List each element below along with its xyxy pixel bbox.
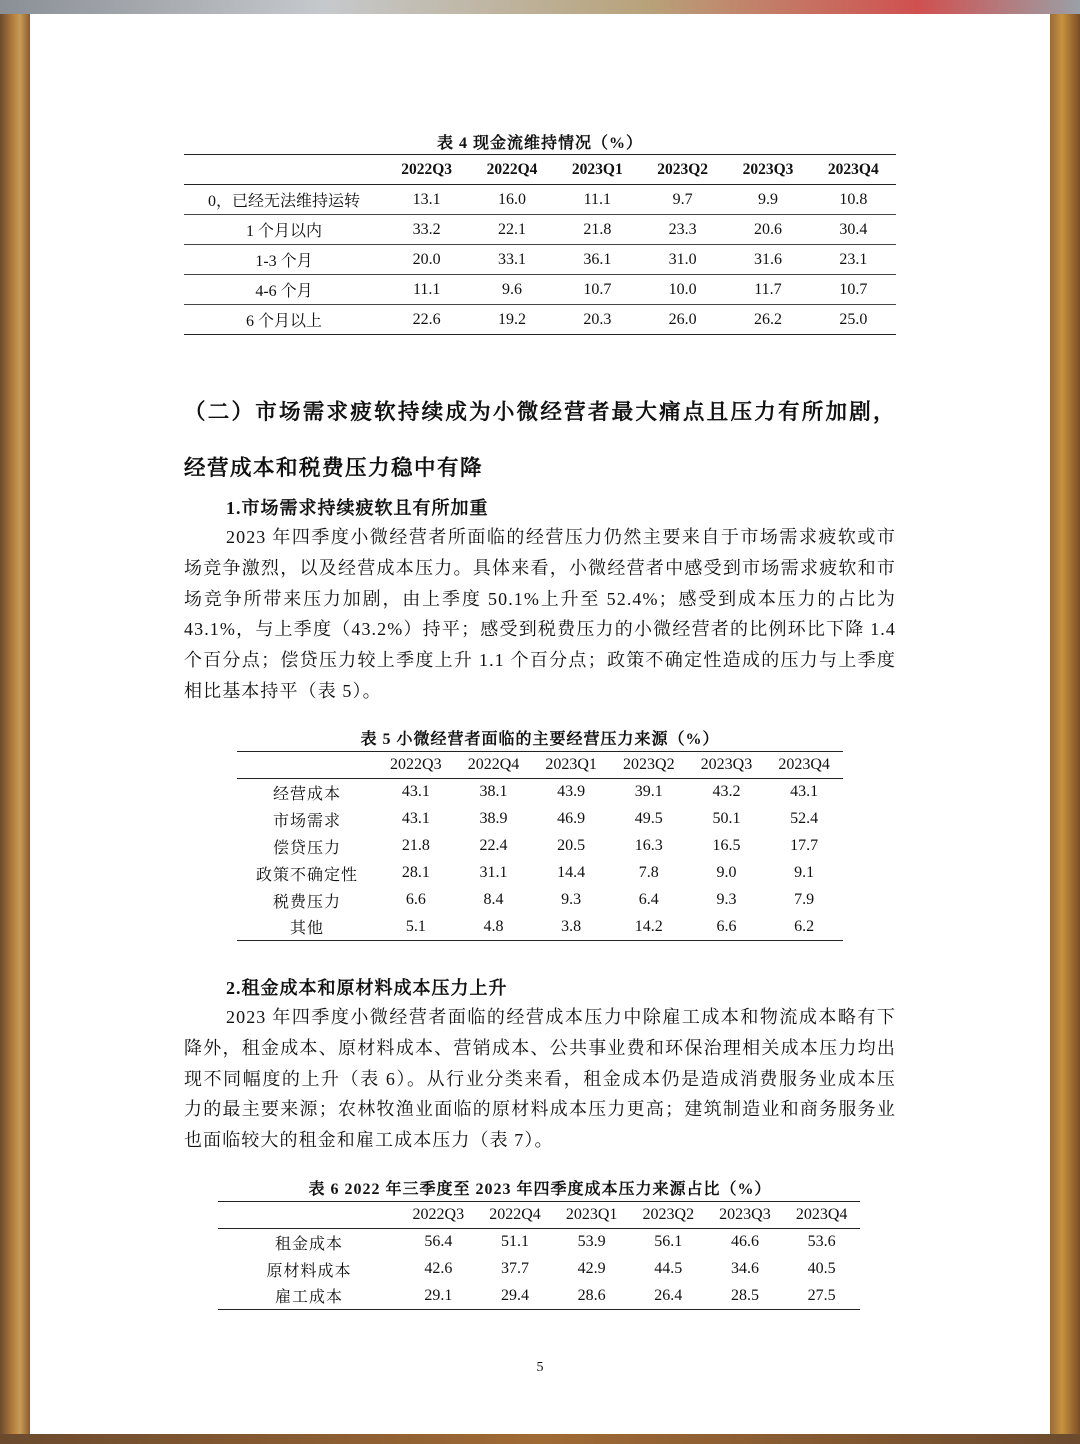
cell: 52.4: [790, 810, 819, 827]
cell: 26.0: [668, 310, 697, 328]
table-row: [237, 833, 843, 860]
paragraph-demand: 2023 年四季度小微经营者所面临的经营压力仍然主要来自于市场需求疲软或市场竞争激烈，以及经营成本压力。具体来看，小微经营者中感受到市场需求疲软和市场竞争所带来压力加剧，由上季度 50.1%上升至 52.4%；感受到成本压力的占比为 43.1%，与上季度（43.2%）持平；感受到税费压力的小微经营者的比例环比下降 1.4 个百分点；偿贷压力较上季度上升 1.1 个百分点；政策不确定性造成的压力与上季度相比基本持平（表 5）。: [184, 527, 896, 701]
table-row: [184, 305, 896, 335]
cell: 37.7: [500, 1260, 529, 1277]
table5-col-header: 2023Q2: [610, 752, 688, 779]
cell: 10.7: [811, 275, 896, 305]
table4-corner: [184, 155, 384, 185]
cell: 43.1: [401, 810, 430, 827]
background-photo-top: [0, 0, 1080, 14]
table-row: [184, 275, 896, 305]
background-photo-bottom: [0, 1434, 1080, 1444]
section-heading: （二）市场需求疲软持续成为小微经营者最大痛点且压力有所加剧，经营成本和税费压力稳中有降: [184, 400, 896, 480]
cell: 4.8: [483, 917, 504, 935]
cell: 11.1: [555, 185, 640, 215]
cell: 9.7: [640, 185, 725, 215]
cell: 51.1: [500, 1233, 529, 1251]
cell: 16.5: [712, 837, 741, 854]
cell: 10.8: [811, 185, 896, 215]
cell: 10.7: [555, 275, 640, 305]
cell: 23.1: [811, 245, 896, 275]
table-row: [237, 887, 843, 914]
table4-col-header: 2023Q1: [555, 155, 640, 185]
cell: 49.5: [634, 810, 663, 827]
cell: 50.1: [712, 810, 741, 827]
cell: 36.1: [555, 245, 640, 275]
table4-col-header: 2023Q4: [811, 155, 896, 185]
row-label: 税费压力: [272, 893, 341, 911]
table5-col-header: 2023Q4: [765, 752, 843, 779]
table4-col-header: 2023Q2: [640, 155, 725, 185]
table-row: [218, 1229, 860, 1256]
table6-caption: 表 6 2022 年三季度至 2023 年四季度成本压力来源占比（%）: [308, 1181, 772, 1198]
cell: 23.3: [640, 215, 725, 245]
cell: 9.3: [716, 891, 737, 908]
table6-col-header: 2022Q3: [400, 1202, 477, 1229]
cell: 21.8: [555, 215, 640, 245]
table4-col-header: 2022Q4: [469, 155, 554, 185]
row-label: 政策不确定性: [255, 866, 358, 884]
row-label: 雇工成本: [274, 1289, 343, 1307]
cell: 31.0: [640, 245, 725, 275]
table5: [237, 751, 843, 941]
cell: 43.1: [790, 783, 819, 801]
cell: 7.9: [794, 891, 815, 908]
cell: 29.1: [424, 1286, 453, 1304]
page-number: 5: [536, 1360, 544, 1375]
row-label: 1 个月以内: [184, 215, 384, 245]
cell: 22.4: [479, 837, 508, 854]
cell: 25.0: [839, 310, 868, 328]
table5-col-header: 2022Q3: [377, 752, 455, 779]
cell: 11.1: [384, 275, 469, 305]
row-label: 偿贷压力: [272, 839, 341, 857]
row-label: 市场需求: [272, 812, 341, 830]
cell: 3.8: [561, 917, 582, 935]
cell: 20.3: [583, 310, 612, 328]
row-label: 原材料成本: [266, 1262, 352, 1280]
cell: 14.2: [634, 917, 663, 935]
cell: 38.9: [479, 810, 508, 827]
table5-col-header: 2023Q3: [688, 752, 766, 779]
cell: 20.5: [557, 837, 586, 854]
row-label: 0，已经无法维持运转: [184, 185, 384, 215]
cell: 28.5: [730, 1286, 759, 1304]
sub-heading-demand: 1.市场需求持续疲软且有所加重: [226, 498, 489, 518]
cell: 22.1: [469, 215, 554, 245]
cell: 6.2: [794, 917, 815, 935]
cell: 43.1: [401, 783, 430, 801]
cell: 6.4: [638, 891, 659, 908]
table-row: [184, 185, 896, 215]
row-label: 4-6 个月: [184, 275, 384, 305]
cell: 7.8: [638, 864, 659, 881]
table-row: [218, 1256, 860, 1283]
cell: 21.8: [401, 837, 430, 854]
cell: 40.5: [807, 1260, 836, 1277]
cell: 27.5: [807, 1286, 836, 1304]
cell: 42.9: [577, 1260, 606, 1277]
cell: 14.4: [557, 864, 586, 881]
cell: 28.6: [577, 1286, 606, 1304]
cell: 39.1: [634, 783, 663, 801]
row-label: 1-3 个月: [184, 245, 384, 275]
cell: 5.1: [405, 917, 426, 935]
cell: 19.2: [497, 310, 526, 328]
cell: 26.2: [753, 310, 782, 328]
cell: 8.4: [483, 891, 504, 908]
cell: 46.6: [730, 1233, 759, 1251]
cell: 20.0: [384, 245, 469, 275]
cell: 31.1: [479, 864, 508, 881]
cell: 46.9: [557, 810, 586, 827]
table4: [184, 154, 896, 335]
paragraph-cost: 2023 年四季度小微经营者面临的经营成本压力中除雇工成本和物流成本略有下降外，租金成本、原材料成本、营销成本、公共事业费和环保治理相关成本压力均出现不同幅度的上升（表 6）。从行业分类来看，租金成本仍是造成消费服务业成本压力的最主要来源；农林牧渔业面临的原材料成本压力更高；建筑制造业和商务服务业也面临较大的租金和雇工成本压力（表 7）。: [184, 1007, 896, 1151]
table-row: [184, 215, 896, 245]
cell: 38.1: [479, 783, 508, 801]
table-row: [237, 914, 843, 941]
table6-col-header: 2023Q4: [783, 1202, 860, 1229]
table6-col-header: 2022Q4: [477, 1202, 554, 1229]
cell: 43.2: [712, 783, 741, 801]
table6-col-header: 2023Q1: [553, 1202, 630, 1229]
table-row: [237, 806, 843, 833]
cell: 33.2: [384, 215, 469, 245]
cell: 22.6: [412, 310, 441, 328]
row-label: 其他: [289, 920, 324, 938]
cell: 31.6: [725, 245, 810, 275]
table6-col-header: 2023Q3: [707, 1202, 784, 1229]
table-row: [237, 860, 843, 887]
table5-caption: 表 5 小微经营者面临的主要经营压力来源（%）: [360, 731, 720, 748]
table4-col-header: 2023Q3: [725, 155, 810, 185]
row-label: 租金成本: [274, 1235, 343, 1253]
cell: 9.3: [561, 891, 582, 908]
cell: 11.7: [725, 275, 810, 305]
table5-col-header: 2023Q1: [532, 752, 610, 779]
cell: 56.4: [424, 1233, 453, 1251]
cell: 30.4: [811, 215, 896, 245]
cell: 33.1: [469, 245, 554, 275]
table-row: [184, 245, 896, 275]
cell: 53.6: [807, 1233, 836, 1251]
cell: 44.5: [654, 1260, 683, 1277]
table6-corner: [218, 1202, 400, 1229]
table4-col-header: 2022Q3: [384, 155, 469, 185]
sub-heading-cost: 2.租金成本和原材料成本压力上升: [226, 978, 508, 998]
cell: 43.9: [557, 783, 586, 801]
cell: 29.4: [500, 1286, 529, 1304]
cell: 16.3: [634, 837, 663, 854]
cell: 10.0: [640, 275, 725, 305]
cell: 9.1: [794, 864, 815, 881]
cell: 20.6: [725, 215, 810, 245]
cell: 34.6: [730, 1260, 759, 1277]
cell: 6.6: [716, 917, 737, 935]
cell: 42.6: [424, 1260, 453, 1277]
table6: [218, 1201, 860, 1310]
document-page: [30, 14, 1050, 1434]
table-row: [218, 1283, 860, 1310]
table-row: [237, 779, 843, 806]
table6-col-header: 2023Q2: [630, 1202, 707, 1229]
row-label: 经营成本: [272, 785, 341, 803]
cell: 28.1: [401, 864, 430, 881]
cell: 17.7: [790, 837, 819, 854]
row-label: 6 个月以上: [245, 313, 322, 330]
table4-caption: 表 4 现金流维持情况（%）: [436, 135, 643, 152]
cell: 6.6: [405, 891, 426, 908]
cell: 26.4: [654, 1286, 683, 1304]
cell: 16.0: [469, 185, 554, 215]
cell: 56.1: [654, 1233, 683, 1251]
cell: 9.6: [469, 275, 554, 305]
cell: 13.1: [384, 185, 469, 215]
table5-corner: [237, 752, 377, 779]
cell: 9.0: [716, 864, 737, 881]
cell: 53.9: [577, 1233, 606, 1251]
cell: 9.9: [725, 185, 810, 215]
table5-col-header: 2022Q4: [455, 752, 533, 779]
